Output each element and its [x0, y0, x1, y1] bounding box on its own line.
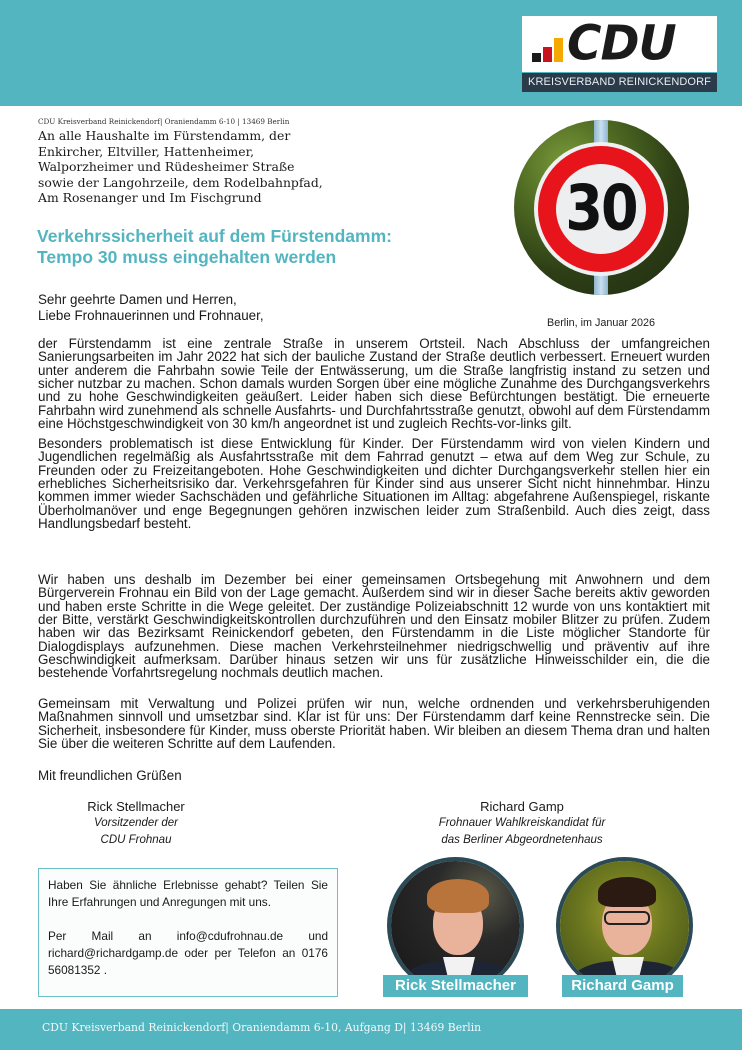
recipient-line: Am Rosenanger und Im Fischgrund	[38, 190, 262, 205]
headline-line: Verkehrssicherheit auf dem Fürstendamm:	[37, 226, 392, 246]
photo-label: Rick Stellmacher	[383, 975, 528, 997]
signature-name: Richard Gamp	[480, 799, 564, 814]
recipient-address	[38, 128, 323, 206]
cdu-logo	[522, 16, 717, 92]
logo-bars-icon	[532, 38, 565, 62]
letter-date: Berlin, im Januar 2026	[547, 317, 656, 329]
headline	[37, 226, 392, 268]
salutation-line: Sehr geehrte Damen und Herren,	[38, 292, 237, 307]
signature-role: das Berliner Abgeordnetenhaus	[441, 834, 603, 846]
photo-label: Richard Gamp	[562, 975, 683, 997]
paragraph: Wir haben uns deshalb im Dezember bei einer gemeinsamen Ortsbegehung mit Anwohnern und dem Bürgerverein Frohnau ein Bild von der Lage gemacht. Außerdem sind wir in dieser Sache bereits aktiv geworden und haben erste Schritte in die Wege geleitet. Der zuständige Polizeiabschnitt 12 wurde von uns kontaktiert mit der Bitte, verstärkt Geschwindigkeitskontrollen durchzuführen und den Einsatz mobiler Blitzer zu prüfen. Zudem haben wir das Bezirksamt Reinickendorf gebeten, den Fürstendamm in die Liste möglicher Standorte für Dialogdisplays aufzunehmen. Diese machen Verkehrsteilnehmer niedrigschwellig und präventiv auf ihre Geschwindigkeit aufmerksam. Darüber hinaus setzen wir uns für zusätzliche Hinweisschilder ein, die die bestehende Vorfahrtsregelung nochmals deutlich machen.	[38, 572, 710, 681]
recipient-line: sowie der Langohrzeile, dem Rodelbahnpfad,	[38, 174, 323, 190]
signature-role: Frohnauer Wahlkreiskandidat für	[438, 817, 606, 829]
salutation-line: Liebe Frohnauerinnen und Frohnauer,	[38, 307, 264, 323]
logo-subtitle: KREISVERBAND REINICKENDORF	[522, 73, 717, 92]
logo-background	[522, 16, 717, 72]
recipient-line: An alle Haushalte im Fürstendamm, der	[38, 128, 291, 143]
recipient-line: Enkircher, Eltviller, Hattenheimer,	[38, 143, 255, 159]
paragraph: der Fürstendamm ist eine zentrale Straße in unserem Ortsteil. Nach Abschluss der umfangreichen Sanierungsarbeiten im Jahr 2022 hat sich der bauliche Zustand der Straße deutlich verbessert. Erneuert wurden unter anderem die Fahrbahn sowie Teile der Entwässerung, um die Straße langfristig instand zu setzen und sicher nutzbar zu machen. Schon damals wurden Sorgen über eine mögliche Zunahme des Durchgangsverkehrs und zu hohe Geschwindigkeiten geäußert. Leider haben sich diese Befürchtungen bestätigt. Die erneuerte Fahrbahn wird zunehmend als schnelle Ausfahrts- und Durchfahrtsstraße genutzt, obwohl auf dem Fürstendamm eine Höchstgeschwindigkeit von 30 km/h angeordnet ist und zugleich Rechts-vor-links gilt.	[38, 336, 710, 432]
paragraph: Besonders problematisch ist diese Entwicklung für Kinder. Der Fürstendamm wird von vielen Kindern und Jugendlichen regelmäßig als Ausfahrtsstraße mit dem Fahrrad genutzt – etwa auf dem Weg zur Schule, zu Freunden oder zu Freizeitangeboten. Hohe Geschwindigkeiten und dichter Durchgangsverkehr stellen hier ein erhebliches Sicherheitsrisiko dar. Verkehrsgefahren für Kinder sind aus unserer Sicht nicht hinnehmbar. Hinzu kommen immer wieder Sachschäden und gefährliche Situationen im Alltag: abgefahrene Außenspiegel, riskante Überholmanöver und enge Begegnungen gehören inzwischen leider zum Straßenbild. Auch dies zeigt, dass Handlungsbedarf besteht.	[38, 436, 710, 532]
contact-intro: Haben Sie ähnliche Erlebnisse gehabt? Teilen Sie Ihre Erfahrungen und Anregungen mit uns.	[48, 878, 328, 909]
closing: Mit freundlichen Grüßen	[38, 768, 182, 783]
signature-role: CDU Frohnau	[100, 834, 172, 846]
contact-box	[38, 868, 338, 997]
paragraph: Gemeinsam mit Verwaltung und Polizei prüfen wir nun, welche ordnenden und verkehrsberuhigenden Maßnahmen sinnvoll und umsetzbar sind. Klar ist für uns: Der Fürstendamm darf keine Rennstrecke sein. Die Sicherheit, insbesondere für Kinder, muss oberste Priorität haben. Wir bleiben an diesem Thema dran und halten Sie über die weiteren Schritte auf dem Laufenden.	[38, 696, 710, 752]
footer-band	[0, 1009, 742, 1050]
headline-line: Tempo 30 muss eingehalten werden	[37, 247, 337, 267]
speed-limit-sign-photo	[514, 120, 689, 295]
signature-rick-stellmacher	[56, 798, 216, 849]
sender-line: CDU Kreisverband Reinickendorf| Oraniendamm 6-10 | 13469 Berlin	[38, 117, 290, 126]
avatar-rick-stellmacher	[387, 857, 524, 994]
logo-wordmark: CDU	[567, 15, 676, 72]
avatar-richard-gamp	[556, 857, 693, 994]
recipient-line: Walporzheimer und Rüdesheimer Straße	[38, 159, 295, 174]
signature-role: Vorsitzender der	[94, 817, 178, 829]
salutation	[38, 292, 264, 323]
contact-details: Per Mail an info@cdufrohnau.de und richard@richardgamp.de oder per Telefon an 0176 56081352 .	[48, 929, 328, 977]
header-band	[0, 0, 742, 106]
signature-name: Rick Stellmacher	[87, 799, 185, 814]
footer-address: CDU Kreisverband Reinickendorf| Oraniendamm 6-10, Aufgang D| 13469 Berlin	[42, 1021, 482, 1034]
speed-limit-number: 30	[565, 172, 637, 245]
signature-richard-gamp	[402, 798, 642, 849]
glasses-icon	[604, 911, 650, 925]
